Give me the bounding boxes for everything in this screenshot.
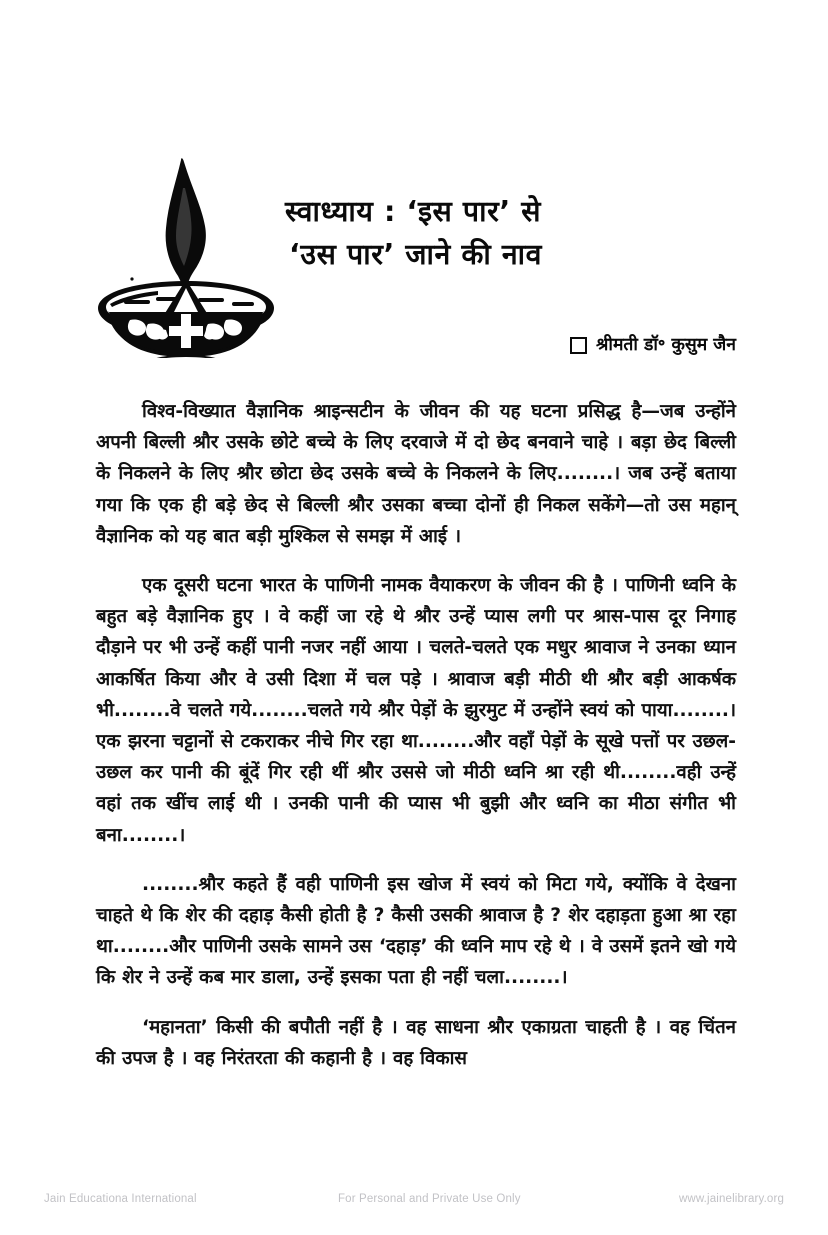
title-line-1: स्वाध्याय : ‘इस पार’ से [285, 195, 542, 228]
footer-center-text: For Personal and Private Use Only [338, 1193, 521, 1205]
article-header [0, 140, 828, 380]
page-title [285, 190, 755, 277]
body-paragraph: ‘महानता’ किसी की बपौती नहीं है । वह साधना श्रौर एकाग्रता चाहती है । वह चिंतन की उपज है । वह निरंतरता की कहानी है । वह विकास [96, 1016, 736, 1069]
footer-left-text: Jain Educationa International [44, 1193, 197, 1205]
body-paragraph: ........श्रौर कहते हैं वही पाणिनी इस खोज में स्वयं को मिटा गये, क्योंकि वे देखना चाहते थे कि शेर की दहाड़ कैसी होती है ? कैसी उसकी श्रावाज है ? शेर दहाड़ता हुआ श्रा रहा था........और पाणिनी उसके सामने उस ‘दहाड़’ की ध्वनि माप रहे थे । वे उसमें इतने खो गये कि शेर ने उन्हें कब मार डाला, उन्हें इसका पता ही नहीं चला........। [96, 873, 736, 989]
author-byline [570, 332, 736, 356]
article-body [96, 396, 736, 1074]
page-footer [0, 1193, 828, 1213]
title-line-2: ‘उस पार’ जाने की नाव [289, 238, 543, 272]
body-paragraph: एक दूसरी घटना भारत के पाणिनी नामक वैयाकरण के जीवन की है । पाणिनी ध्वनि के बहुत बड़े वैज्ञानिक हुए । वे कहीं जा रहे थे श्रौर उन्हें प्यास लगी पर श्रास-पास दूर निगाह दौड़ाने पर भी उन्हें कहीं पानी नजर नहीं आया । चलते-चलते एक मधुर श्रावाज ने उनका ध्यान आकर्षित किया और वे उसी दिशा में चल पड़े । श्रावाज बड़ी मीठी थी श्रौर बड़ी आकर्षक भी........वे चलते गये........चलते गये श्रौर पेड़ों के झुरमुट में उन्होंने स्वयं को पाया........। एक झरना चट्टानों से टकराकर नीचे गिर रहा था........और वहाँ पेड़ों के सूखे पत्तों पर उछल-उछल कर पानी की बूंदें गिर रही थीं श्रौर उससे जो मीठी ध्वनि श्रा रही थी........वही उन्हें वहां तक खींच लाई थी । उनकी पानी की प्यास भी बुझी और ध्वनि का मीठा संगीत भी बना........। [96, 575, 736, 846]
body-paragraph: विश्व-विख्यात वैज्ञानिक श्राइन्सटीन के जीवन की यह घटना प्रसिद्ध है—जब उन्होंने अपनी बिल्ली श्रौर उसके छोटे बच्चे के लिए दरवाजे में दो छेद बनवाने चाहे । बड़ा छेद बिल्ली के निकलने के लिए श्रौर छोटा छेद उसके बच्चे के निकलने के लिए........। जब उन्हें बताया गया कि एक ही बड़े छेद से बिल्ली श्रौर उसका बच्चा दोनों ही निकल सकेंगे—तो उस महान् वैज्ञानिक को यह बात बड़ी मुश्किल से समझ में आई । [96, 401, 736, 547]
footer-right-url: www.jainelibrary.org [678, 1193, 784, 1205]
square-bullet-icon [570, 337, 587, 354]
author-name: श्रीमती डॉ॰ कुसुम जैन [596, 335, 736, 355]
oil-lamp-diya-icon [86, 148, 286, 358]
